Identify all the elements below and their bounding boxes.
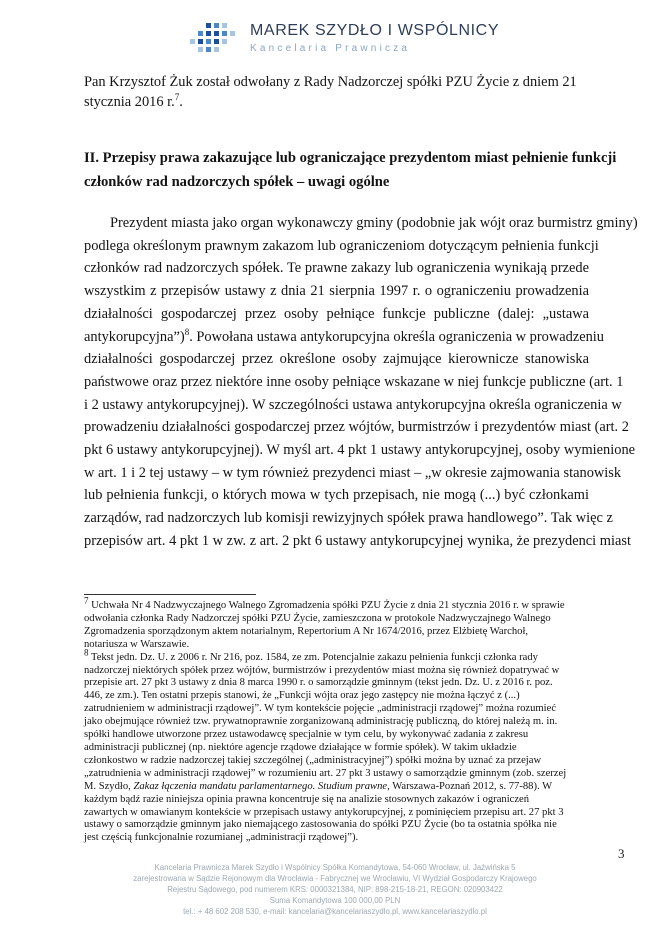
footnote-marker: 7 (84, 595, 89, 606)
letterhead (186, 18, 526, 58)
page-number: 3 (618, 846, 625, 861)
paragraph-line: lub pełnienia funkcji, o których mowa w tych przepisach, nie mogą (...) być członkami (84, 487, 589, 504)
intro-paragraph (84, 72, 589, 112)
paragraph-line: państwowe oraz przez niektóre inne osoby pełniące wskazane w niej funkcje publiczne (art. 1 (84, 373, 624, 390)
footer-line: Kancelaria Prawnicza Marek Szydło i Wspólnicy Spółka Komandytowa, 54-060 Wrocław, ul. Jaźwińska 5 (154, 863, 516, 872)
footer-line: zarejestrowana w Sądzie Rejonowym dla Wrocławia - Fabrycznej we Wrocławiu, VI Wydział Gospodarczy Krajowego (133, 874, 537, 883)
paragraph-line: prowadzeniu działalności gospodarczej przez wójtów, burmistrzów i prezydentów miast (art. 2 (84, 419, 629, 436)
main-paragraph (84, 212, 638, 553)
firm-subtitle: Kancelaria Prawnicza (250, 43, 411, 54)
paragraph-line: zarządów, rad nadzorczych lub komisji rewizyjnych spółek prawa handlowego”. Tak więc z (84, 510, 613, 527)
cited-title: Zakaz łączenia mandatu parlamentarnego. Studium prawne (133, 780, 388, 792)
paragraph-line: działalności gospodarczej przez określone osoby zajmujące kierownicze stanowiska (84, 351, 589, 368)
footnotes (84, 595, 589, 845)
heading-line: członków rad nadzorczych spółek – uwagi ogólne (84, 174, 390, 190)
paragraph-line: przepisów art. 4 pkt 1 w zw. z art. 2 pkt 6 ustawy antykorupcyjnej wynika, że prezydenci miast (84, 532, 631, 549)
footnote-ref: 8 (184, 326, 190, 337)
paragraph-line: wszystkim z przepisów ustawy z dnia 21 sierpnia 1997 r. o ograniczeniu prowadzenia (84, 283, 589, 300)
paragraph-line: podlega określonym prawnym zakazom lub ograniczeniom dotyczącym pełnienia funkcji (84, 237, 599, 254)
heading-line: II. Przepisy prawa zakazujące lub ograniczające prezydentom miast pełnienie funkcji (84, 150, 617, 166)
footnote-ref: 7 (174, 92, 180, 103)
paragraph-line: antykorupcyjna”)$^8$. Powołana ustawa antykorupcyjna określa ograniczenia w prowadzeniu (84, 326, 604, 345)
paragraph-line: członków rad nadzorczych spółek. Te prawne zakazy lub ograniczenia wynikają przede (84, 260, 589, 277)
footnote-7: $^7$ Uchwała Nr 4 Nadzwyczajnego Walnego Zgromadzenia spółki PZU Życie z dnia 21 stycznia 2016 r. w sprawie odwołania członka Rady Nadzorczej spółki PZU Życie, zamieszczona w protokole Nadzwyczajnego Walnego Zgromadzenia sporządzonym aktem notarialnym, Repertorium A Nr 1674/2016, przez Elżbietę Warchoł, notariusza w Warszawie. (84, 595, 565, 650)
dot-grid-logo-icon (186, 22, 236, 52)
intro-line: Pan Krzysztof Żuk został odwołany z Rady Nadzorczej spółki PZU Życie z dniem 21 (84, 74, 577, 90)
paragraph-line: i 2 ustawy antykorupcyjnej). W szczególności ustawa antykorupcyjna określa ograniczenia w (84, 396, 622, 413)
firm-name: MAREK SZYDŁO I WSPÓLNICY (250, 22, 500, 39)
footer-line: tel.: + 48 602 208 530, e-mail: kancelaria@kancelariaszydlo.pl, www.kancelariaszydlo.pl (183, 907, 487, 916)
paragraph-line: działalności gospodarczej przez osoby pełniące funkcje publiczne (dalej: „ustawa (84, 305, 589, 322)
footnote-marker: 8 (84, 647, 89, 658)
paragraph-line: pkt 6 ustawy antykorupcyjnej). W myśl art. 4 pkt 1 ustawy antykorupcyjnej, osoby wymienione (84, 442, 636, 459)
letterhead-footer (80, 862, 590, 917)
footer-line: Rejestru Sądowego, pod numerem KRS: 0000321384, NIP: 898-215-18-21, REGON: 020903422 (167, 885, 503, 894)
paragraph-line: Prezydent miasta jako organ wykonawczy gminy (podobnie jak wójt oraz burmistrz gminy) (110, 215, 638, 231)
footnote-separator (84, 594, 256, 595)
section-heading (84, 146, 617, 194)
footer-line: Suma Komandytowa 100 000,00 PLN (269, 896, 401, 905)
footnote-8: $^8$ Tekst jedn. Dz. U. z 2006 r. Nr 216, poz. 1584, ze zm. Potencjalnie zakazu pełnienia funkcji członka rady nadzorczej niektórych spółek przez wójtów, burmistrzów i prezydentów miast można się również dopatrywać w przepisie art. 27 pkt 3 ustawy z dnia 8 marca 1990 r. o samorządzie gminnym (tekst jedn. Dz. U. z 2016 r. poz. 446, ze zm.). Ten ostatni przepis stanowi, że „Funkcji wójta oraz jego zastępcy nie można łączyć z (...) zatrudnieniem w administracji rządowej”. W tym kontekście pojęcie „administracji rządowej” można rozumieć jako obejmujące również tzw. prywatnoprawnie zorganizowaną administrację publiczną, do której należą m. in. spółki handlowe utworzone przez ustawodawcę specjalnie w tym celu, by wykonywać zadania z zakresu administracji publicznej (np. niektóre agencje rządowe działające w formie spółek). W takim układzie członkostwo w radzie nadzorczej takiej szczególnej („administracyjnej”) spółki można by uznać za przejaw „zatrudnienia w administracji rządowej” w rozumieniu art. 27 pkt 3 ustawy o samorządzie gminnym (zob. szerzej M. Szydło, Zakaz łączenia mandatu parlamentarnego. Studium prawne, Warszawa-Poznań 2012, s. 77-88). W każdym bądź razie niniejsza opinia prawna koncentruje się na analizie stosownych zakazów i ograniczeń zawartych w omawianym kontekście w przepisach ustawy antykorupcyjnej, z pominięciem przepisu art. 27 pkt 3 ustawy o samorządzie gminnym jako niemającego zastosowania do spółki PZU Życie (bo ta ostatnia spółka nie jest częścią funkcjonalnie rozumianej „administracji rządowej”). (84, 647, 567, 844)
intro-line: stycznia 2016 r.$^7$. (84, 92, 183, 110)
paragraph-line: w art. 1 i 2 tej ustawy – w tym również prezydenci miast – „w okresie zajmowania stanowisk (84, 464, 622, 481)
